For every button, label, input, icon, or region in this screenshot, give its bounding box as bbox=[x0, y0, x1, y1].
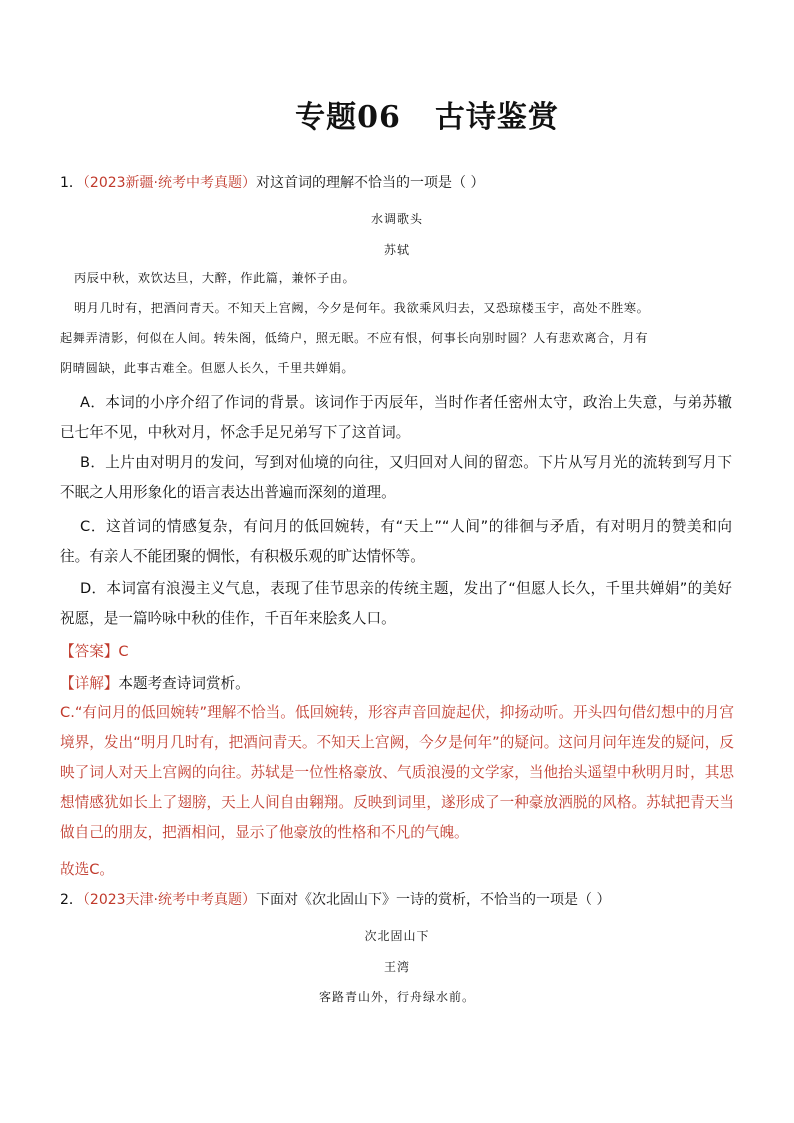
poem-2-author: 王湾 bbox=[383, 960, 410, 974]
poem-2-title: 次北固山下 bbox=[364, 929, 430, 943]
detail-label: 【详解】 bbox=[60, 675, 119, 692]
detail-intro: 本题考查诗词赏析。 bbox=[118, 675, 250, 692]
page-title bbox=[0, 92, 794, 136]
detail-body: C.“有问月的低回婉转”理解不恰当。低回婉转，形容声音回旋起伏，抑扬动听。开头四句借幻想中的月宫境界，发出“明月几时有，把酒问青天。不知天上宫阙，今夕是何年”的疑问。这问月问年连发的疑问，反映了词人对天上宫阙的向往。苏轼是一位性格豪放、气质浪漫的文学家，当他抬头遥望中秋明月时，其思想情感犹如长上了翅膀，天上人间自由翱翔。反映到词里，遂形成了一种豪放洒脱的风格。苏轼把青天当做自己的朋友，把酒相问，显示了他豪放的性格和不凡的气魄。 bbox=[60, 704, 734, 841]
conclusion: 故选C。 bbox=[60, 861, 114, 878]
question-source: （2023天津·统考中考真题） bbox=[82, 892, 257, 908]
question-text: 下面对《次北固山下》一诗的赏析，不恰当的一项是（ ） bbox=[256, 892, 611, 908]
question-number: 2． bbox=[60, 892, 83, 908]
poem-preface: 丙辰中秋，欢饮达旦，大醉，作此篇，兼怀子由。 bbox=[74, 271, 356, 285]
option-b: B．上片由对明月的发问，写到对仙境的向往，又归回对人间的留恋。下片从写月光的流转到写月下不眠之人用形象化的语言表达出普遍而深刻的道理。 bbox=[60, 454, 732, 501]
answer-line bbox=[60, 640, 129, 661]
detail-line bbox=[60, 672, 250, 693]
answer-value: C bbox=[118, 643, 129, 660]
question-text: 对这首词的理解不恰当的一项是（ ） bbox=[256, 175, 485, 191]
poem-2-first-line: 客路青山外，行舟绿水前。 bbox=[318, 990, 475, 1004]
poem-author: 苏轼 bbox=[383, 243, 410, 257]
question-1-stem bbox=[60, 173, 734, 193]
question-number: 1． bbox=[60, 175, 83, 191]
answer-label: 【答案】 bbox=[60, 643, 119, 660]
title-prefix: 专题06 bbox=[295, 100, 401, 135]
title-name: 古诗鉴赏 bbox=[434, 100, 559, 135]
poem-line: 起舞弄清影，何似在人间。转朱阁，低绮户，照无眠。不应有恨，何事长向别时圆？人有悲欢离合，月有 bbox=[60, 331, 649, 345]
option-c: C．这首词的情感复杂，有问月的低回婉转，有“天上”“人间”的徘徊与矛盾，有对明月的赞美和向往。有亲人不能团聚的惆怅，有积极乐观的旷达情怀等。 bbox=[60, 518, 732, 565]
poem-line: 阴晴圆缺，此事古难全。但愿人长久，千里共婵娟。 bbox=[60, 361, 355, 375]
poem-line: 明月几时有，把酒问青天。不知天上宫阙，今夕是何年。我欲乘风归去，又恐琼楼玉宇，高处不胜寒。 bbox=[74, 301, 650, 315]
option-d: D．本词富有浪漫主义气息，表现了佳节思亲的传统主题，发出了“但愿人长久，千里共婵娟”的美好祝愿，是一篇吟咏中秋的佳作，千百年来脍炙人口。 bbox=[60, 580, 732, 627]
option-a: A．本词的小序介绍了作词的背景。该词作于丙辰年，当时作者任密州太守，政治上失意，与弟苏辙已七年不见，中秋对月，怀念手足兄弟写下了这首词。 bbox=[60, 394, 732, 441]
poem-body bbox=[60, 263, 734, 383]
question-2-stem bbox=[60, 890, 734, 910]
question-source: （2023新疆·统考中考真题） bbox=[82, 175, 257, 191]
poem-title: 水调歌头 bbox=[370, 212, 423, 226]
